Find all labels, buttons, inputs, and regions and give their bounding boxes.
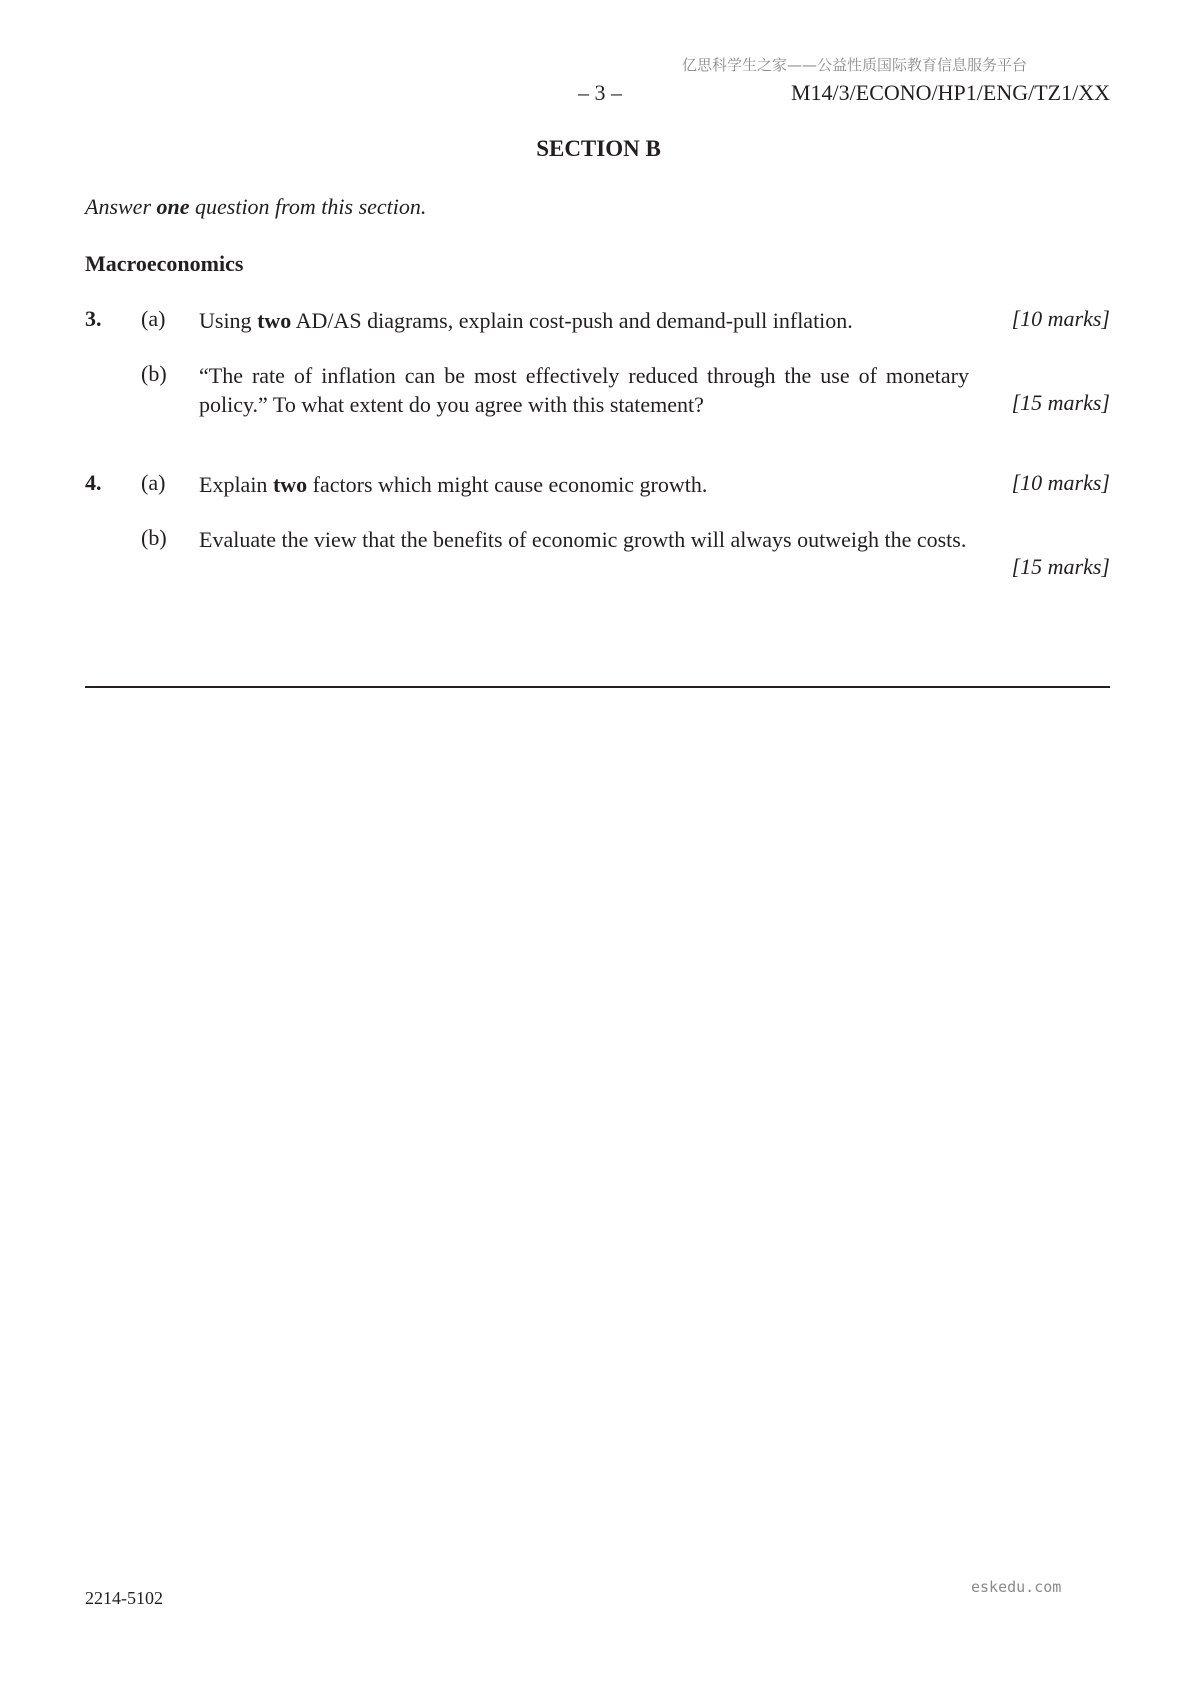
question-marks: [10 marks] bbox=[1011, 306, 1110, 331]
section-end-rule bbox=[85, 686, 1110, 688]
exam-code: M14/3/ECONO/HP1/ENG/TZ1/XX bbox=[791, 80, 1110, 105]
instruction-post: question from this section. bbox=[189, 194, 427, 219]
question-text-pre: Explain bbox=[199, 472, 273, 497]
question-text: Evaluate the view that the benefits of economic growth will always outweigh the costs. bbox=[199, 527, 967, 552]
question-text-emphasis: two bbox=[272, 472, 308, 497]
question-text-pre: Using bbox=[199, 308, 258, 333]
section-instruction bbox=[85, 194, 426, 220]
question-marks: [15 marks] bbox=[1011, 554, 1110, 579]
question-part-label: (a) bbox=[141, 306, 166, 331]
question-text-post: factors which might cause economic growth. bbox=[307, 472, 708, 497]
section-title: SECTION B bbox=[536, 136, 661, 161]
page-number: – 3 – bbox=[578, 80, 622, 105]
topic-heading: Macroeconomics bbox=[85, 251, 244, 276]
question-marks: [10 marks] bbox=[1011, 470, 1110, 495]
question-part-label: (b) bbox=[141, 525, 167, 550]
question-text-post: AD/AS diagrams, explain cost-push and demand-pull inflation. bbox=[291, 308, 853, 333]
question-number: 4. bbox=[85, 470, 102, 495]
header-watermark: 亿思科学生之家——公益性质国际教育信息服务平台 bbox=[682, 56, 1028, 74]
question-text-emphasis: two bbox=[257, 308, 292, 333]
question-part-label: (b) bbox=[141, 361, 167, 386]
instruction-emphasis: one bbox=[156, 194, 190, 219]
question-part-label: (a) bbox=[141, 470, 166, 495]
question-text bbox=[199, 306, 969, 335]
question-text bbox=[199, 470, 969, 499]
footer-code: 2214-5102 bbox=[85, 1588, 163, 1608]
question-text: “The rate of inflation can be most effectively reduced through the use of monetary policy.” To what extent do you agree with this statement? bbox=[199, 363, 969, 417]
instruction-pre: Answer bbox=[85, 194, 157, 219]
footer-watermark: eskedu.com bbox=[971, 1578, 1062, 1596]
question-marks: [15 marks] bbox=[1011, 390, 1110, 415]
question-number: 3. bbox=[85, 306, 102, 331]
